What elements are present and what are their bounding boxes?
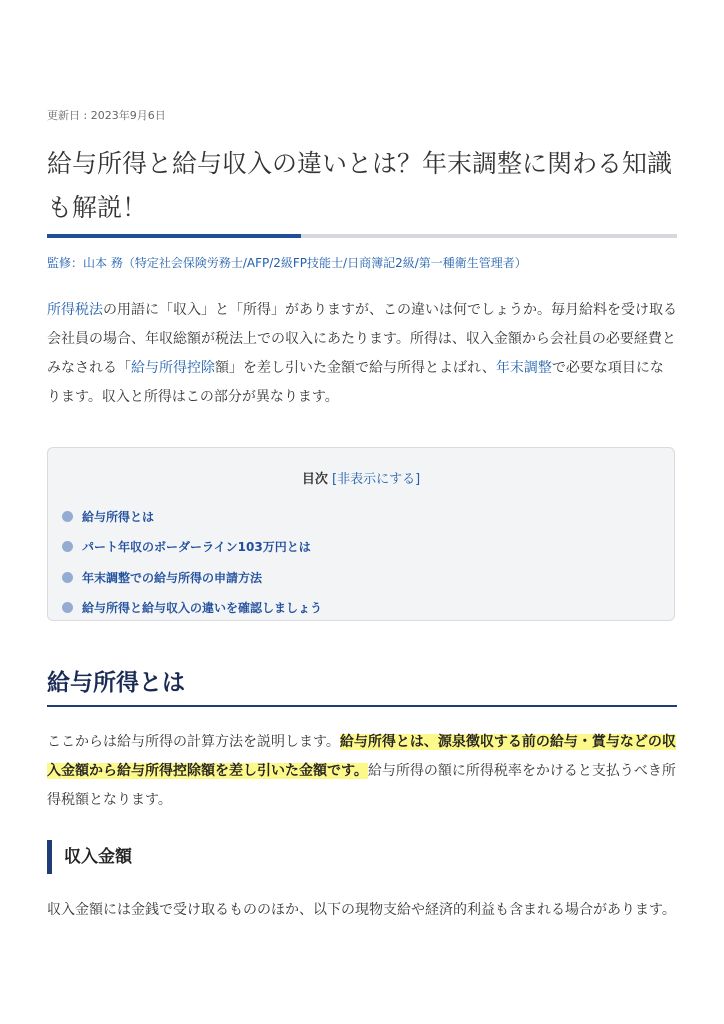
- toc-item: [62, 593, 674, 624]
- toc-toggle-link[interactable]: [非表示にする]: [332, 472, 421, 487]
- subheading-income-amount: 収入金額: [47, 840, 132, 874]
- section-text-2: 給与所得の額に所得税率をかけると支払うべき所得税額となります。: [47, 763, 676, 808]
- section-heading-salary-income: 給与所得とは: [47, 664, 677, 707]
- highlight-text-1: 給与所得とは、: [339, 734, 438, 750]
- section-text-1: ここからは給与所得の計算方法を説明します。: [47, 734, 340, 750]
- bullet-dot-icon: [62, 511, 73, 522]
- toc-item: [62, 562, 674, 593]
- toc-link-part-time-border[interactable]: パート年収のボーダーライン103万円とは: [82, 540, 311, 555]
- bullet-dot-icon: [62, 541, 73, 552]
- title-underline-accent: [47, 234, 301, 238]
- subsection-paragraph: 収入金額には金銭で受け取るもののほか、以下の現物支給や経済的利益も含まれる場合があります。: [47, 902, 676, 918]
- toc-title: 目次: [301, 472, 328, 487]
- intro-text-2: 額」を差し引いた金額で給与所得とよばれ、: [215, 360, 496, 376]
- highlight-text-2: する前の給与・賞与などの収入金額から給与所得控除額を差し引いた金額です。: [47, 734, 676, 779]
- supervisor-credit: 監修：山本 務（特定社会保険労務士/AFP/2級FP技能士/日商簿記2級/第一種衛生管理者）: [47, 256, 527, 270]
- toc-item: [62, 532, 674, 563]
- page-title: 給与所得と給与収入の違いとは？年末調整に関わる知識も解説！: [47, 149, 673, 222]
- toc-link-year-end-method[interactable]: 年末調整での給与所得の申請方法: [82, 570, 263, 585]
- link-income-tax-law[interactable]: 所得税法: [47, 302, 103, 318]
- link-year-end-adjustment[interactable]: 年末調整: [495, 360, 552, 376]
- intro-text-3: で必要な項目になります。収入と所得はこの部分が異なります。: [47, 360, 664, 405]
- toc-link-salary-income[interactable]: 給与所得とは: [82, 509, 155, 524]
- intro-text-1: の用語に「収入」と「所得」がありますが、この違いは何でしょうか。毎月給料を受け取る会社員の場合、年収総額が税法上での収入にあたります。所得は、収入金額から会社員の必要経費とみなされる「: [47, 302, 677, 376]
- toc-header: [48, 468, 674, 487]
- bullet-dot-icon: [62, 572, 73, 583]
- link-withholding-tax[interactable]: 源泉徴収: [437, 734, 494, 750]
- toc-link-difference[interactable]: 給与所得と給与収入の違いを確認しましょう: [82, 601, 323, 616]
- toc-item: [62, 501, 674, 532]
- updated-date: 更新日 : 2023年9月6日: [47, 109, 166, 122]
- section-paragraph: [47, 728, 677, 815]
- link-salary-deduction[interactable]: 給与所得控除: [131, 360, 215, 376]
- toc-list: [48, 501, 674, 623]
- bullet-dot-icon: [62, 602, 73, 613]
- intro-paragraph: [47, 296, 677, 412]
- title-underline: [47, 234, 677, 238]
- table-of-contents: [47, 447, 675, 621]
